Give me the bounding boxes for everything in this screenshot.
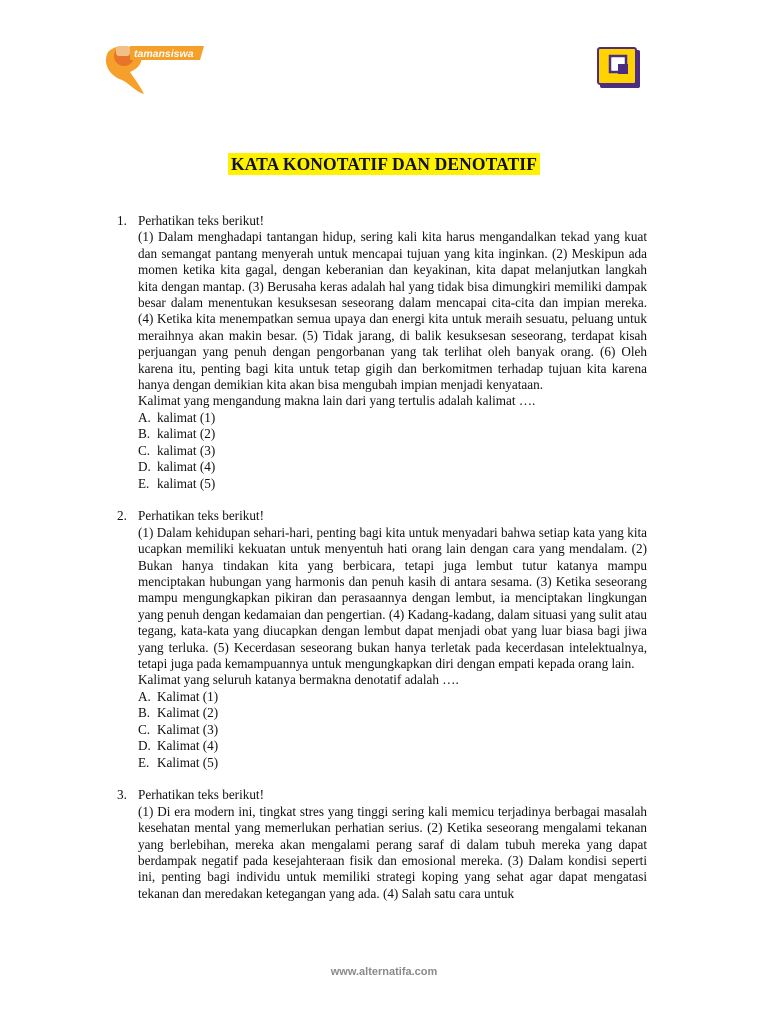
options-list [138, 410, 647, 492]
option-text: Kalimat (4) [157, 738, 219, 754]
option-b [138, 426, 647, 442]
option-letter: E. [138, 754, 150, 770]
question-number: 2. [117, 508, 127, 524]
footer-url: www.alternatifa.com [330, 966, 438, 978]
option-e [138, 755, 647, 771]
tamansiswa-logo [100, 34, 206, 98]
question-intro: Perhatikan teks berikut! [138, 213, 264, 228]
option-letter: B. [138, 426, 151, 442]
option-text: kalimat (5) [157, 475, 216, 491]
page-title: KATA KONOTATIF DAN DENOTATIF [228, 153, 540, 175]
logo-text: tamansiswa [134, 48, 194, 60]
option-e [138, 476, 647, 492]
question-prompt: Kalimat yang seluruh katanya bermakna denotatif adalah …. [138, 672, 459, 688]
question-passage: (1) Dalam menghadapi tantangan hidup, sering kali kita harus mengandalkan tekad yang kuat dan semangat pantang menyerah untuk mencapai tujuan yang kita inginkan. (2) Meskipun ada momen ketika kita gagal, dengan keberanian dan keyakinan, kita dapat melanjutkan langkah kita dengan mantap. (3) Berusaha keras adalah hal yang tidak bisa dimungkiri memiliki dampak besar dalam menentukan kesuksesan seseorang dalam mencapai cita-cita dan impian mereka. (4) Ketika kita menempatkan semua upaya dan energi kita untuk meraih sesuatu, peluang untuk meraihnya akan makin besar. (5) Tidak jarang, di balik kesuksesan seseorang, terdapat kisah perjuangan yang penuh dengan pengorbanan yang tak terlihat oleh banyak orang. (6) Oleh karena itu, penting bagi kita untuk tetap gigih dan berkomitmen terhadap tujuan kita karena hanya dengan demikian kita akan bisa mengubah impian menjadi kenyataan. [138, 229, 647, 393]
option-d [138, 738, 647, 754]
option-text: kalimat (3) [157, 442, 216, 458]
question-number: 1. [117, 213, 127, 228]
question-3 [117, 787, 647, 902]
option-letter: A. [138, 409, 151, 425]
option-letter: A. [138, 688, 151, 704]
option-letter: C. [138, 721, 151, 737]
option-letter: E. [138, 475, 150, 491]
options-list [138, 689, 647, 771]
option-d [138, 459, 647, 475]
option-text: Kalimat (3) [157, 721, 219, 737]
option-text: Kalimat (2) [157, 705, 219, 721]
option-text: kalimat (1) [157, 409, 216, 425]
question-prompt: Kalimat yang mengandung makna lain dari yang tertulis adalah kalimat …. [138, 393, 536, 409]
title-container [0, 153, 768, 175]
question-passage: (1) Di era modern ini, tingkat stres yang tinggi sering kali memicu terjadinya berbagai masalah kesehatan mental yang memerlukan perhatian serius. (2) Ketika seseorang mengalami tekanan yang berlebihan, mereka akan mengalami perang saraf di dalam tubuh mereka yang dapat berdampak negatif pada kesejahteraan fisik dan emosional mereka. (3) Dalam kondisi seperti ini, penting bagi individu untuk memiliki strategi koping yang sehat agar dapat mengatasi tekanan dan meredakan ketegangan yang ada. (4) Salah satu cara untuk [138, 803, 647, 901]
option-b [138, 705, 647, 721]
option-text: Kalimat (5) [157, 754, 219, 770]
question-intro: Perhatikan teks berikut! [138, 508, 264, 524]
question-1 [117, 213, 647, 492]
option-text: Kalimat (1) [157, 688, 219, 704]
option-text: kalimat (2) [157, 426, 216, 442]
option-letter: C. [138, 442, 151, 458]
question-passage: (1) Dalam kehidupan sehari-hari, penting bagi kita untuk menyadari bahwa setiap kata yang kita ucapkan memiliki kekuatan untuk menyentuh hati orang lain dengan cara yang mendalam. (2) Bukan hanya tindakan kita yang berbicara, tetapi juga lembut tutur katanya mampu menciptakan hubungan yang harmonis dan penuh kasih di antara sesama. (3) Ketika seseorang mampu mengungkapkan pikiran dan perasaannya dengan lembut, ia menciptakan lingkungan yang penuh dengan kedamaian dan pengertian. (4) Kadang-kadang, dalam situasi yang sulit atau tegang, kata-kata yang diucapkan dengan lembut dapat menjadi obat yang luar biasa bagi jiwa yang terluka. (5) Kecerdasan seseorang bukan hanya terletak pada kecerdasan intelektualnya, tetapi juga pada kemampuannya untuk mengungkapkan diri dengan empati kepada orang lain. [138, 524, 648, 672]
option-text: kalimat (4) [157, 459, 216, 475]
questions-list [117, 213, 647, 919]
question-number: 3. [117, 787, 127, 803]
question-intro: Perhatikan teks berikut! [138, 787, 264, 803]
alternatifa-logo [596, 46, 644, 92]
option-a [138, 410, 647, 426]
option-a [138, 689, 647, 705]
question-2 [117, 508, 647, 771]
option-letter: D. [138, 738, 151, 754]
option-letter: B. [138, 705, 151, 721]
option-c [138, 443, 647, 459]
option-c [138, 722, 647, 738]
option-letter: D. [138, 459, 151, 475]
